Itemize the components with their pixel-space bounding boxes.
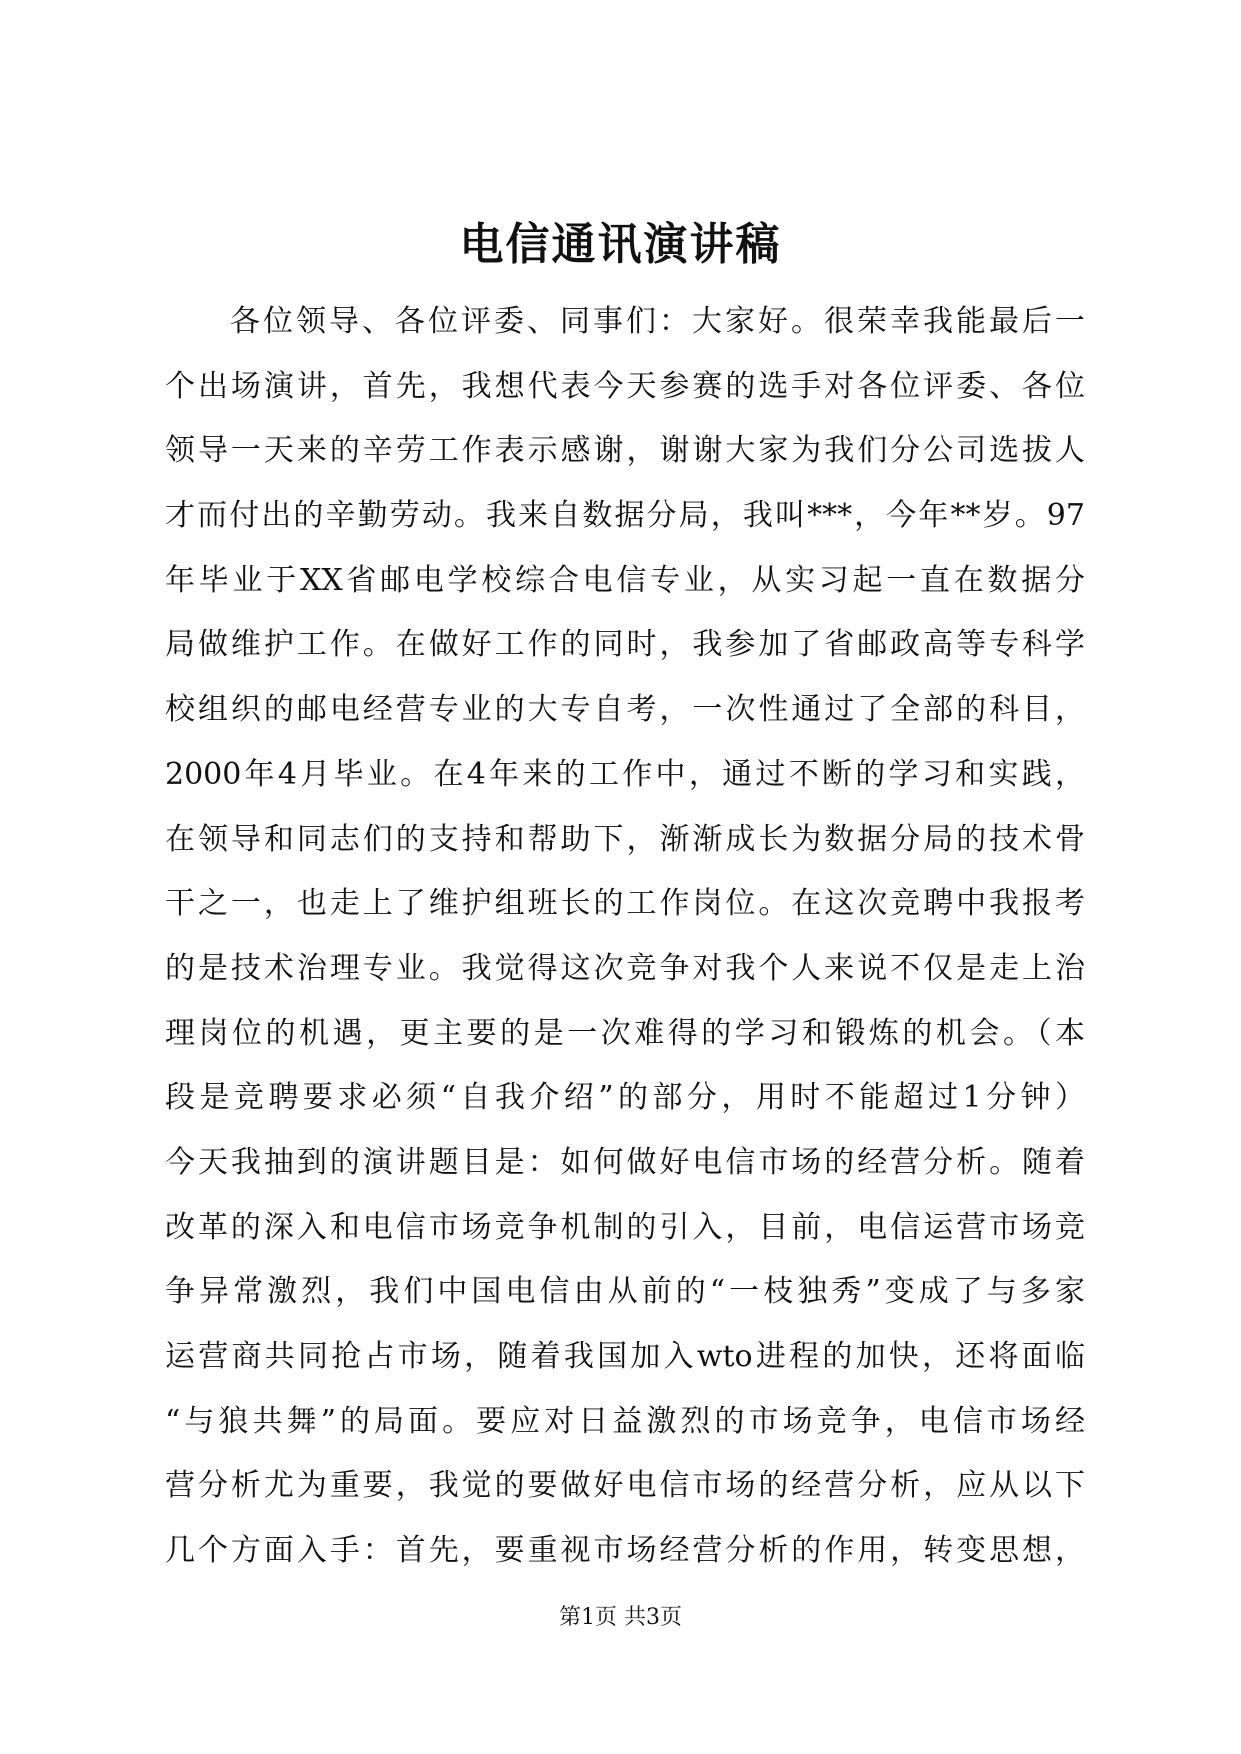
body-line: 个出场演讲，首先，我想代表今天参赛的选手对各位评委、各位 — [165, 368, 1085, 404]
body-line: 运营商共同抢占市场，随着我国加入wto进程的加快，还将面临 — [165, 1339, 1085, 1374]
page-number-label: 第1页 共3页 — [559, 1605, 682, 1630]
body-line: 营分析尤为重要，我觉的要做好电信市场的经营分析，应从以下 — [165, 1468, 1085, 1504]
body-line: 领导一天来的辛劳工作表示感谢，谢谢大家为我们分公司选拔人 — [165, 433, 1085, 469]
document-body — [165, 290, 1085, 1584]
body-line: 争异常激烈，我们中国电信由从前的“一枝独秀”变成了与多家 — [165, 1274, 1085, 1310]
body-line: 各位领导、各位评委、同事们：大家好。很荣幸我能最后一 — [230, 304, 1085, 339]
body-line: 干之一，也走上了维护组班长的工作岗位。在这次竞聘中我报考 — [165, 886, 1085, 922]
body-line: 的是技术治理专业。我觉得这次竞争对我个人来说不仅是走上治 — [165, 950, 1085, 986]
body-line: 改革的深入和电信市场竞争机制的引入，目前，电信运营市场竞 — [165, 1209, 1085, 1245]
body-line: 理岗位的机遇，更主要的是一次难得的学习和锻炼的机会。（本 — [165, 1015, 1085, 1051]
body-line: 几个方面入手：首先，要重视市场经营分析的作用，转变思想， — [165, 1533, 1085, 1569]
body-line: 局做维护工作。在做好工作的同时，我参加了省邮政高等专科学 — [165, 627, 1085, 663]
page-footer — [0, 1603, 1241, 1633]
body-line: 段是竞聘要求必须“自我介绍”的部分，用时不能超过1分钟） — [165, 1080, 1085, 1116]
body-line: 今天我抽到的演讲题目是：如何做好电信市场的经营分析。随着 — [165, 1144, 1085, 1180]
body-line: 才而付出的辛勤劳动。我来自数据分局，我叫***，今年**岁。97 — [165, 498, 1085, 534]
body-line: “与狼共舞”的局面。要应对日益激烈的市场竞争，电信市场经 — [165, 1403, 1085, 1439]
document-title: 电信通讯演讲稿 — [459, 219, 782, 270]
body-line: 校组织的邮电经营专业的大专自考，一次性通过了全部的科目， — [165, 692, 1085, 728]
body-line: 2000年4月毕业。在4年来的工作中，通过不断的学习和实践， — [165, 756, 1085, 792]
body-line: 年毕业于XX省邮电学校综合电信专业，从实习起一直在数据分 — [165, 562, 1085, 598]
body-line: 在领导和同志们的支持和帮助下，渐渐成长为数据分局的技术骨 — [165, 821, 1085, 857]
